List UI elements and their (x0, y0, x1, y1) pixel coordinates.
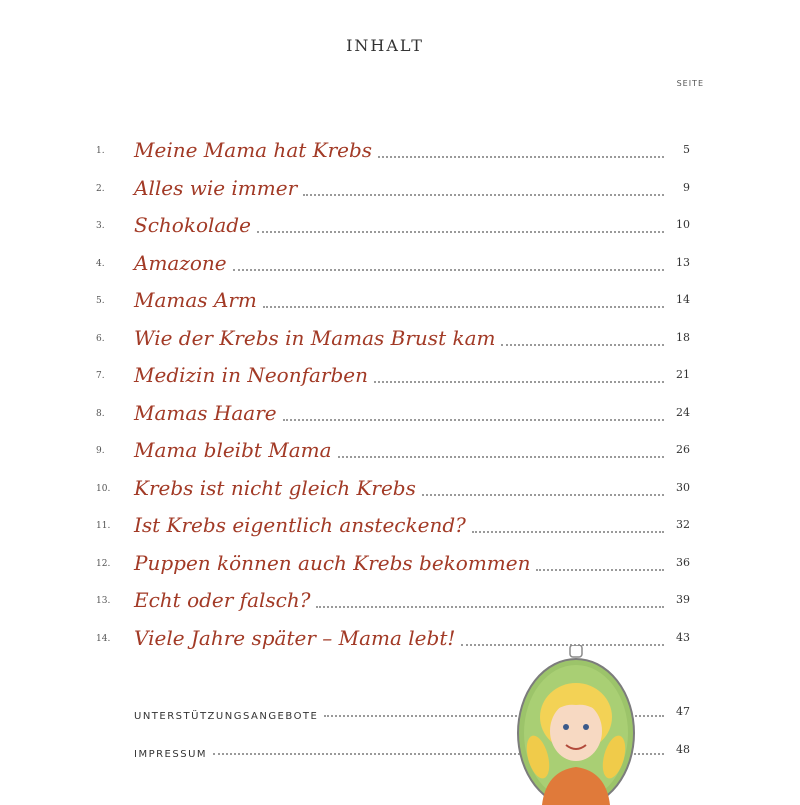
toc-entry[interactable] (0, 322, 800, 358)
dot-leader (263, 305, 664, 308)
eye-left (563, 724, 569, 730)
page-number: 26 (676, 443, 690, 456)
page-number: 47 (676, 705, 690, 718)
chapter-number: 11. (96, 521, 111, 531)
page-number: 13 (676, 255, 690, 269)
toc-entry[interactable] (0, 509, 800, 545)
face (550, 701, 602, 761)
chapter-number: 4. (96, 258, 105, 269)
chapter-title: Viele Jahre später – Mama lebt! (134, 625, 456, 650)
chapter-title: Wie der Krebs in Mamas Brust kam (134, 325, 496, 350)
page-number: 5 (683, 143, 690, 156)
eye-right (583, 724, 589, 730)
chapter-number: 13. (96, 596, 111, 606)
toc-entry[interactable] (0, 547, 800, 583)
dot-leader (378, 155, 664, 158)
toc-entry[interactable] (0, 397, 800, 433)
chapter-title: Echt oder falsch? (134, 588, 311, 612)
toc-entry[interactable] (0, 209, 800, 245)
dot-leader (472, 530, 664, 533)
chapter-number: 10. (96, 483, 111, 494)
chapter-title: Ist Krebs eigentlich ansteckend? (134, 513, 466, 537)
chapter-number: 2. (96, 183, 105, 194)
toc-entry[interactable] (0, 284, 800, 320)
page-number: 43 (676, 630, 690, 644)
toc-entry[interactable] (0, 622, 800, 658)
chapter-number: 8. (96, 408, 105, 419)
page-number: 36 (676, 555, 690, 569)
dot-leader (233, 268, 664, 271)
page-title: INHALT (346, 36, 424, 55)
frame-hanger (570, 645, 582, 657)
chapter-number: 12. (96, 558, 111, 569)
dot-leader (501, 343, 664, 346)
dot-leader (338, 455, 664, 458)
chapter-title: Krebs ist nicht gleich Krebs (134, 475, 416, 500)
page-number: 14 (676, 293, 690, 306)
toc-entry[interactable] (0, 434, 800, 470)
page-number: 18 (676, 330, 690, 344)
chapter-title: Meine Mama hat Krebs (134, 138, 373, 162)
toc-entry[interactable] (0, 359, 800, 395)
toc-entry[interactable] (0, 247, 800, 283)
dot-leader (283, 418, 664, 421)
toc-entry[interactable] (0, 172, 800, 208)
chapter-title: Alles wie immer (134, 175, 298, 200)
chapter-title: Puppen können auch Krebs bekommen (134, 550, 531, 575)
chapter-title: Mama bleibt Mama (134, 438, 332, 462)
page-number: 9 (683, 180, 690, 194)
back-matter-title: UNTERSTÜTZUNGSANGEBOTE (134, 711, 319, 722)
dot-leader (536, 568, 664, 571)
toc-entry[interactable] (0, 584, 800, 620)
chapter-title: Amazone (134, 250, 227, 275)
chapter-number: 3. (96, 221, 105, 231)
dot-leader (257, 230, 664, 233)
toc-entry[interactable] (0, 472, 800, 508)
page-number: 21 (676, 368, 690, 381)
back-matter-title: IMPRESSUM (134, 749, 208, 760)
page-number: 32 (676, 518, 690, 531)
dot-leader (422, 493, 664, 496)
toc-entry[interactable] (0, 134, 800, 170)
page-number: 10 (676, 218, 690, 231)
page-number: 24 (676, 405, 690, 419)
page-number: 48 (676, 743, 690, 756)
chapter-title: Mamas Haare (134, 400, 277, 425)
chapter-number: 1. (96, 146, 105, 156)
chapter-title: Mamas Arm (134, 288, 257, 312)
chapter-number: 14. (96, 633, 111, 644)
chapter-number: 6. (96, 333, 105, 344)
dot-leader (316, 605, 664, 608)
chapter-number: 7. (96, 371, 105, 381)
page-number: 39 (676, 593, 690, 606)
page-number: 30 (676, 480, 690, 494)
chapter-number: 9. (96, 446, 105, 456)
dot-leader (303, 193, 664, 196)
page-column-label: SEITE (676, 79, 704, 88)
dot-leader (374, 380, 664, 383)
girl-portrait-illustration (512, 645, 642, 805)
chapter-title: Medizin in Neonfarben (134, 363, 368, 387)
chapter-title: Schokolade (134, 213, 251, 237)
chapter-number: 5. (96, 296, 105, 306)
